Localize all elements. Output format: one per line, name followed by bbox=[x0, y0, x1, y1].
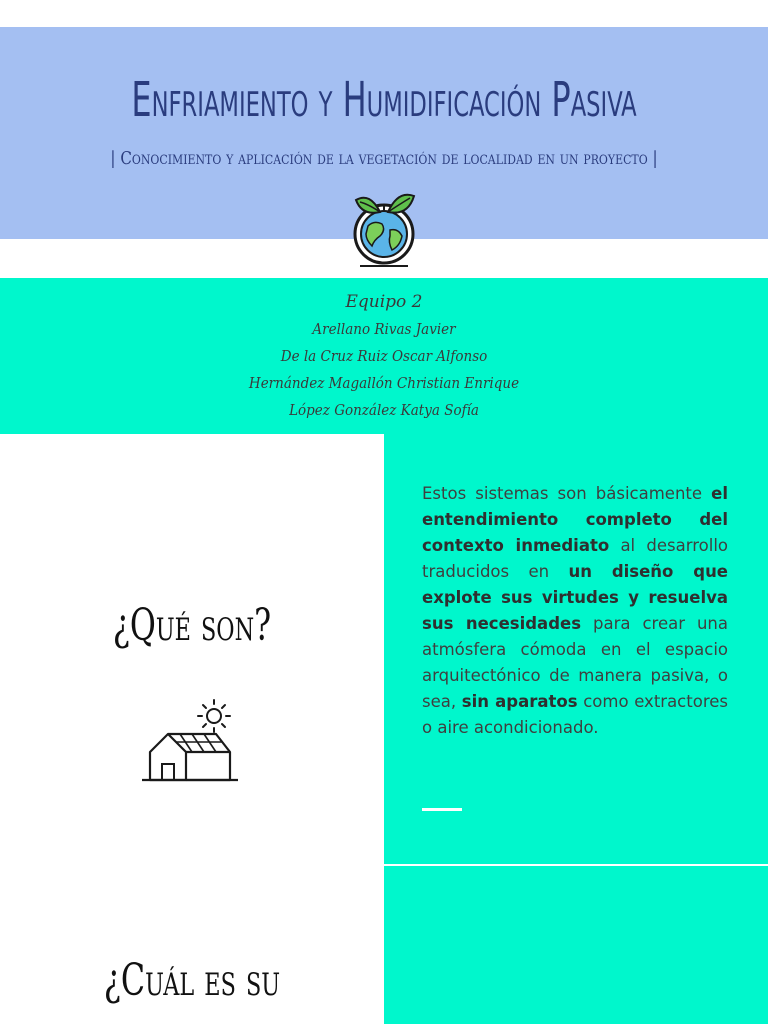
desc-emphasis: un diseño que explote sus virtudes y resuelva sus necesidades bbox=[422, 562, 729, 633]
section-question-what: ¿Qué son? bbox=[112, 600, 272, 651]
earth-leaves-icon bbox=[344, 190, 424, 274]
team-list bbox=[0, 288, 768, 424]
section-question-which: ¿Cuál es su bbox=[103, 955, 281, 1006]
page-title: Enfriamiento y Humidificación Pasiva bbox=[131, 72, 637, 128]
description-panel-2 bbox=[384, 866, 768, 1024]
desc-emphasis: el entendimiento completo del contexto inmediato bbox=[422, 484, 728, 555]
greenhouse-sun-icon bbox=[132, 690, 254, 794]
desc-emphasis: sin aparatos bbox=[461, 692, 578, 711]
desc-part: al desarrollo traducidos en bbox=[422, 536, 728, 581]
team-title: Equipo 2 bbox=[345, 292, 423, 312]
team-member: Hernández Magallón Christian Enrique bbox=[248, 374, 520, 392]
description-text bbox=[422, 481, 728, 741]
team-member: Arellano Rivas Javier bbox=[312, 320, 456, 338]
team-member: López González Katya Sofía bbox=[289, 401, 479, 419]
desc-part: Estos sistemas son básicamente bbox=[422, 484, 712, 503]
team-member: De la Cruz Ruiz Oscar Alfonso bbox=[280, 347, 488, 365]
desc-part: como extractores o aire acondicionado. bbox=[422, 692, 728, 737]
desc-part: para crear una atmósfera cómoda en el espacio arquitectónico de manera pasiva, o sea, bbox=[422, 614, 729, 711]
accent-underline bbox=[422, 808, 462, 811]
page-subtitle: | Conocimiento y aplicación de la vegetación de localidad en un proyecto | bbox=[110, 148, 658, 169]
